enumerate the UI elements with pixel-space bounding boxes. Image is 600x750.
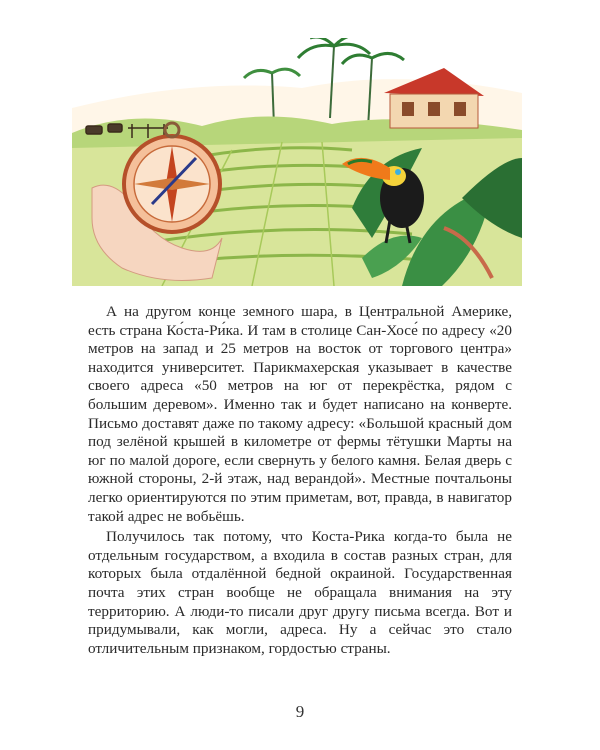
house-icon — [384, 68, 484, 128]
page-number: 9 — [295, 702, 305, 721]
article-paragraph-2: Получилось так потому, что Коста-Рика когда-то была не отдельным государством, а входила в состав разных стран, для которых была отдалённой бедной окраиной. Государственная почта этих стран вообще не обращала внимания на эту территорию. А люди-то писали друг другу письма всегда. Вот и придумывали, как могли, адреса. Ну а сейчас это стало отличительным признаком, гордостью страны. — [88, 528, 512, 657]
costa-rica-illustration — [72, 38, 522, 286]
article-paragraph-1: А на другом конце земного шара, в Центральной Америке, есть страна Ко́ста-Ри́ка. И там в столице Сан-Хосе́ по адресу «20 метров на запад и 25 метров на восток от торгового центра» находится университет. Парикмахерская указывает в качестве своего адреса «50 метров на юг от перекрёстка, рядом с большим деревом». Именно так и будет написано на конверте. Письмо доставят даже по такому адресу: «Большой красный дом под зелёной крышей в километре от фермы тётушки Марты на юг по малой дороге, если свернуть у белого камня. Белая дверь с южной стороны, 2-й этаж, над верандой». Местные почтальоны легко ориентируются по этим приметам, вот, правда, в навигатор такой адрес не вобьёшь. — [88, 303, 512, 525]
article-text — [88, 303, 512, 658]
